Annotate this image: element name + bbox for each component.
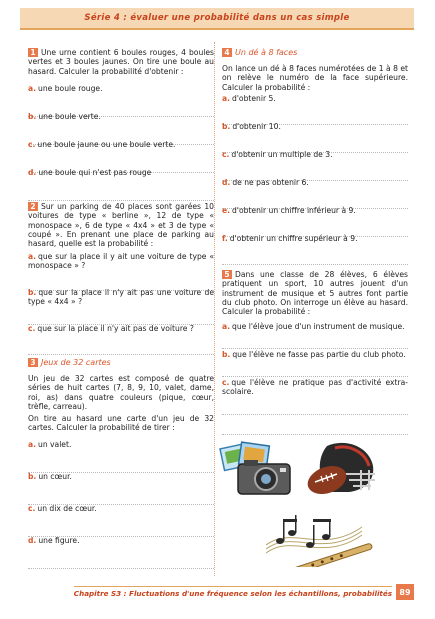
exercise-number: 2: [28, 202, 38, 211]
question-4e: e. d'obtenir un chiffre inférieur à 9.: [222, 206, 356, 215]
answer-line[interactable]: [28, 568, 214, 569]
exercise-1-intro: 1 Une urne contient 6 boules rouges, 4 boules vertes et 3 boules jaunes. On tire une boule au hasard. Calculer la probabilité d'obtenir :: [28, 48, 214, 76]
question-3a: a. un valet.: [28, 440, 72, 449]
sport-helmet-ball-illustration: [305, 440, 380, 502]
question-4a: a. d'obtenir 5.: [222, 94, 276, 103]
exercise-2: [28, 202, 214, 248]
exercise-3-title: 3 Jeux de 32 cartes: [28, 358, 214, 367]
chapter-title: Chapitre S3 : Fluctuations d'une fréquence selon les échantillons, probabilités: [74, 586, 392, 598]
exercise-1: [28, 48, 214, 76]
column-divider: [214, 42, 215, 576]
exercise-number: 1: [28, 48, 38, 57]
series-title: Série 4 : évaluer une probabilité dans un cas simple: [84, 13, 350, 23]
exercise-3-intro-2: On tire au hasard une carte d'un jeu de 32 cartes. Calculer la probabilité de tirer :: [28, 414, 214, 433]
answer-line[interactable]: [28, 200, 214, 201]
exercise-number: 4: [222, 48, 232, 57]
question-2c: c. que sur la place il n'y ait pas de voiture ?: [28, 324, 194, 333]
question-1a: a. une boule rouge.: [28, 84, 103, 93]
series-header: [20, 8, 414, 30]
question-4f: f. d'obtenir un chiffre supérieur à 9.: [222, 234, 358, 243]
exercise-4-title: 4 Un dé à 8 faces: [222, 48, 408, 57]
page-footer: [20, 583, 414, 601]
answer-line[interactable]: [28, 354, 214, 355]
camera-photos-illustration: [218, 440, 298, 500]
question-5b: b. que l'élève ne fasse pas partie du club photo.: [222, 350, 406, 359]
question-3c: c. un dix de cœur.: [28, 504, 97, 513]
question-1c: c. une boule jaune ou une boule verte.: [28, 140, 176, 149]
answer-line[interactable]: [222, 376, 408, 377]
page-number: 89: [396, 584, 414, 600]
question-4c: c. d'obtenir un multiple de 3.: [222, 150, 333, 159]
question-1d: d. une boule qui n'est pas rouge: [28, 168, 152, 177]
question-4d: d. de ne pas obtenir 6.: [222, 178, 309, 187]
exercise-4-intro: On lance un dé à 8 faces numérotées de 1 à 8 et on relève le numéro de la face supérieure. Calculer la probabilité :: [222, 64, 408, 92]
answer-line[interactable]: [222, 414, 408, 415]
question-1b: b. une boule verte.: [28, 112, 101, 121]
exercise-2-intro: 2 Sur un parking de 40 places sont garées 10 voitures de type « berline », 12 de type « monospace », 6 de type « 4x4 » et 3 de type « coupé ». En prenant une place de parking au hasard, quelle est la probabilité :: [28, 202, 214, 249]
answer-line[interactable]: [222, 264, 408, 265]
question-5a: a. que l'élève joue d'un instrument de musique.: [222, 322, 405, 331]
exercise-number: 3: [28, 358, 38, 367]
exercise-3-intro: Un jeu de 32 cartes est composé de quatre séries de huit cartes (7, 8, 9, 10, valet, dame, roi, as) dans quatre couleurs (pique, cœur, trèfle, carreau).: [28, 374, 214, 411]
exercise-number: 5: [222, 270, 232, 279]
answer-line[interactable]: [222, 434, 408, 435]
music-notes-flute-illustration: [262, 505, 377, 567]
question-3d: d. une figure.: [28, 536, 80, 545]
question-4b: b. d'obtenir 10.: [222, 122, 281, 131]
answer-line[interactable]: [222, 348, 408, 349]
question-3b: b. un cœur.: [28, 472, 72, 481]
question-2a: a. que sur la place il y ait une voiture de type « monospace » ?: [28, 252, 214, 271]
exercise-5: [222, 270, 408, 316]
question-5c: c. que l'élève ne pratique pas d'activité extra-scolaire.: [222, 378, 408, 397]
question-2b: b. que sur la place il n'y ait pas une voiture de type « 4x4 » ?: [28, 288, 214, 307]
exercise-5-intro: 5 Dans une classe de 28 élèves, 6 élèves pratiquent un sport, 10 autres jouent d'un instrument de musique et 5 autres font partie du club photo. On interroge un élève au hasard. Calculer la probabilité :: [222, 270, 408, 317]
